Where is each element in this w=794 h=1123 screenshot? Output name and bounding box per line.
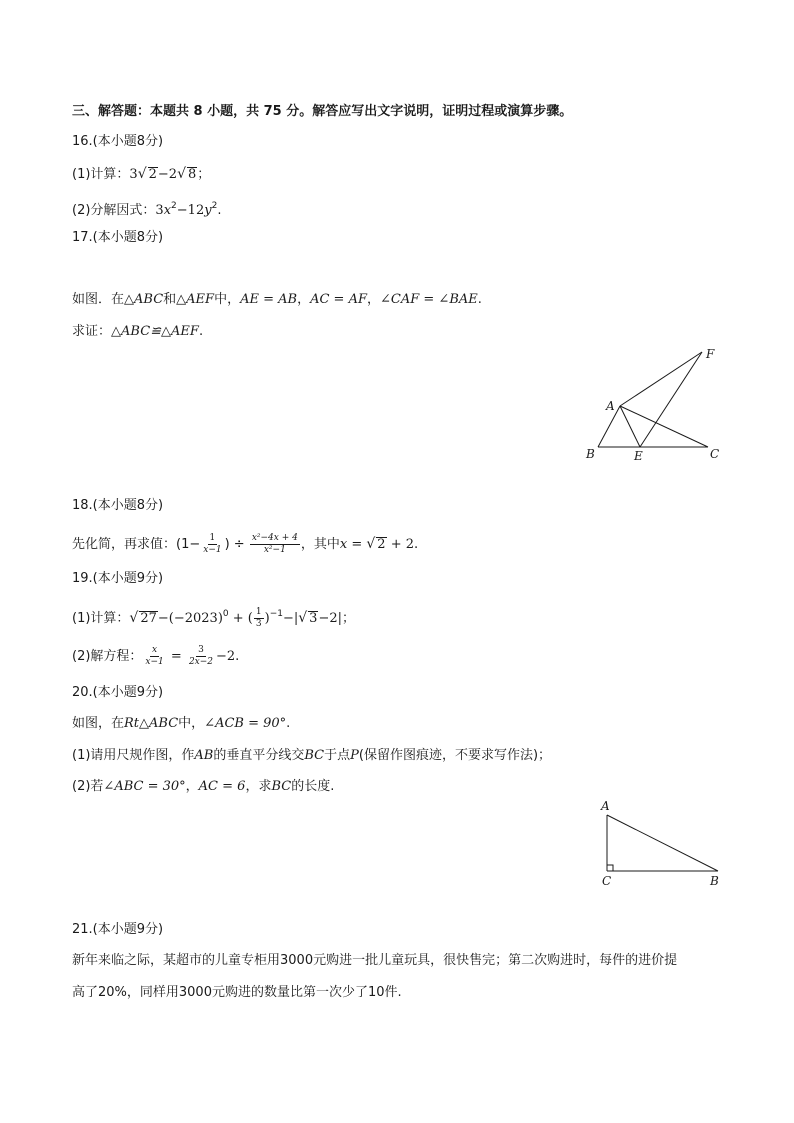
text: 的长度.	[291, 779, 335, 794]
text: 的垂直平分线交	[213, 748, 305, 763]
sqrt-sign: √	[129, 610, 139, 626]
q17-text2	[72, 323, 203, 341]
text: −2.	[216, 649, 240, 664]
math: △AEF	[176, 292, 215, 307]
q16-part1	[72, 165, 210, 184]
text: )	[264, 611, 270, 626]
text: ，	[297, 292, 311, 307]
fraction	[143, 645, 165, 668]
label-b: B	[710, 874, 719, 888]
text: ，其中	[300, 537, 340, 552]
math: AE = AB	[240, 292, 298, 307]
numerator: 1	[209, 533, 216, 543]
denominator: 3	[255, 619, 262, 629]
math: AB	[194, 748, 214, 763]
math: AC = AF	[310, 292, 367, 307]
denominator: 2x−2	[188, 657, 214, 667]
text: ，	[367, 292, 381, 307]
exponent: 0	[222, 609, 229, 619]
q19-part1	[72, 602, 355, 631]
radicand: 8	[188, 167, 197, 182]
label-b: B	[586, 447, 595, 461]
q17-figure	[580, 342, 730, 467]
coef: 3	[155, 203, 164, 218]
sqrt-sign: √	[177, 166, 186, 182]
text: 如图，在	[72, 716, 125, 731]
text: 求证：	[72, 324, 112, 339]
text: ) ÷	[224, 537, 249, 552]
right-angle-mark	[607, 865, 613, 871]
q17-text1	[72, 291, 482, 309]
q19-part2	[72, 645, 239, 669]
radicand: 2	[377, 537, 386, 552]
label-e: E	[634, 449, 643, 463]
math: ∠ABC = 30°	[103, 779, 186, 794]
segment-ab	[607, 815, 718, 871]
q18-header: 18.(本小题8分)	[72, 498, 164, 513]
text: ，求	[245, 779, 272, 794]
text: −2|；	[318, 611, 355, 626]
punct: ；	[197, 167, 211, 182]
q16-part2	[72, 197, 221, 220]
label-a: A	[606, 399, 615, 413]
segment-ef	[640, 352, 702, 447]
q21-header: 21.(本小题9分)	[72, 922, 164, 937]
text: 先化简，再求值：(1−	[72, 537, 201, 552]
text: (2)若	[72, 779, 104, 794]
math: BC	[271, 779, 292, 794]
q18-text	[72, 532, 418, 557]
exponent: 2	[211, 201, 218, 211]
denominator: x−1	[145, 657, 164, 667]
text: −(−2023)	[157, 611, 223, 626]
label-c: C	[602, 874, 612, 888]
label-c: C	[710, 447, 720, 461]
text: 中，	[178, 716, 205, 731]
exponent: 2	[171, 201, 177, 211]
denominator: x²−1	[263, 545, 286, 555]
text: .	[477, 292, 482, 307]
math: AC = 6	[198, 779, 246, 794]
segment-af	[620, 352, 702, 406]
q21-line2: 高了20%，同样用3000元购进的数量比第一次少了10件.	[72, 985, 402, 1000]
fraction	[250, 533, 300, 556]
text: ，	[185, 779, 199, 794]
sqrt-sign: √	[137, 166, 147, 182]
text: 和	[163, 292, 177, 307]
segment-ac	[620, 406, 708, 447]
radicand: 2	[148, 167, 157, 182]
q17-header: 17.(本小题8分)	[72, 230, 164, 245]
q16-header: 16.(本小题8分)	[72, 134, 164, 149]
math: △ABC≌△AEF	[111, 324, 199, 339]
label-f: F	[706, 347, 715, 361]
q20-text3	[72, 778, 334, 796]
text: .	[198, 324, 204, 339]
q19-header: 19.(本小题9分)	[72, 571, 164, 586]
math: △ABC	[124, 292, 164, 307]
math: BC	[304, 748, 325, 763]
text: .	[286, 716, 291, 731]
denominator: x−1	[203, 545, 222, 555]
text: 于点	[324, 748, 351, 763]
q20-text1	[72, 715, 290, 733]
coef: 3	[129, 167, 138, 182]
punct: .	[217, 203, 222, 218]
var-y: y	[204, 203, 212, 218]
segment-ae	[620, 406, 640, 447]
text: (2)解方程：	[72, 649, 143, 664]
numerator: x	[152, 645, 158, 655]
fraction	[187, 645, 215, 668]
q20-text2	[72, 747, 551, 765]
text: + (	[228, 611, 253, 626]
text: (1)请用尺规作图，作	[72, 748, 195, 763]
q21-line1: 新年来临之际，某超市的儿童专柜用3000元购进一批儿童玩具，很快售完；第二次购进时，每件的进价提	[72, 953, 678, 968]
text: 如图．在	[72, 292, 125, 307]
label-a: A	[601, 799, 610, 813]
numerator: 3	[198, 645, 204, 655]
text: (1)计算：	[72, 611, 130, 626]
numerator: x²−4x + 4	[251, 533, 298, 543]
math: P	[350, 748, 359, 763]
text: −|	[282, 611, 299, 626]
var-x: x	[163, 203, 172, 218]
q20-header: 20.(本小题9分)	[72, 685, 164, 700]
text: =	[166, 649, 186, 664]
fraction	[201, 533, 223, 556]
term: −12	[176, 203, 205, 218]
sqrt-sign: √	[366, 536, 376, 552]
q16-part1-label: (1)计算：	[72, 167, 130, 182]
text: (保留作图痕迹，不要求写作法)；	[358, 748, 552, 763]
var-x: x	[339, 537, 348, 552]
q16-part2-label: (2)分解因式：	[72, 203, 156, 218]
term: −2	[157, 167, 178, 182]
exponent: −1	[269, 609, 283, 619]
radicand: 27	[140, 611, 157, 626]
fraction	[254, 607, 264, 630]
text: + 2.	[386, 537, 419, 552]
text: =	[347, 537, 367, 552]
radicand: 3	[309, 611, 318, 626]
section-heading: 三、解答题：本题共 8 小题，共 75 分。解答应写出文字说明，证明过程或演算步骤。	[72, 104, 573, 119]
math: ∠ACB = 90°	[204, 716, 287, 731]
math: Rt△ABC	[124, 716, 179, 731]
sqrt-sign: √	[298, 610, 308, 626]
math: ∠CAF = ∠BAE	[380, 292, 478, 307]
q20-figure	[592, 798, 727, 890]
numerator: 1	[255, 607, 262, 617]
text: 中，	[214, 292, 241, 307]
